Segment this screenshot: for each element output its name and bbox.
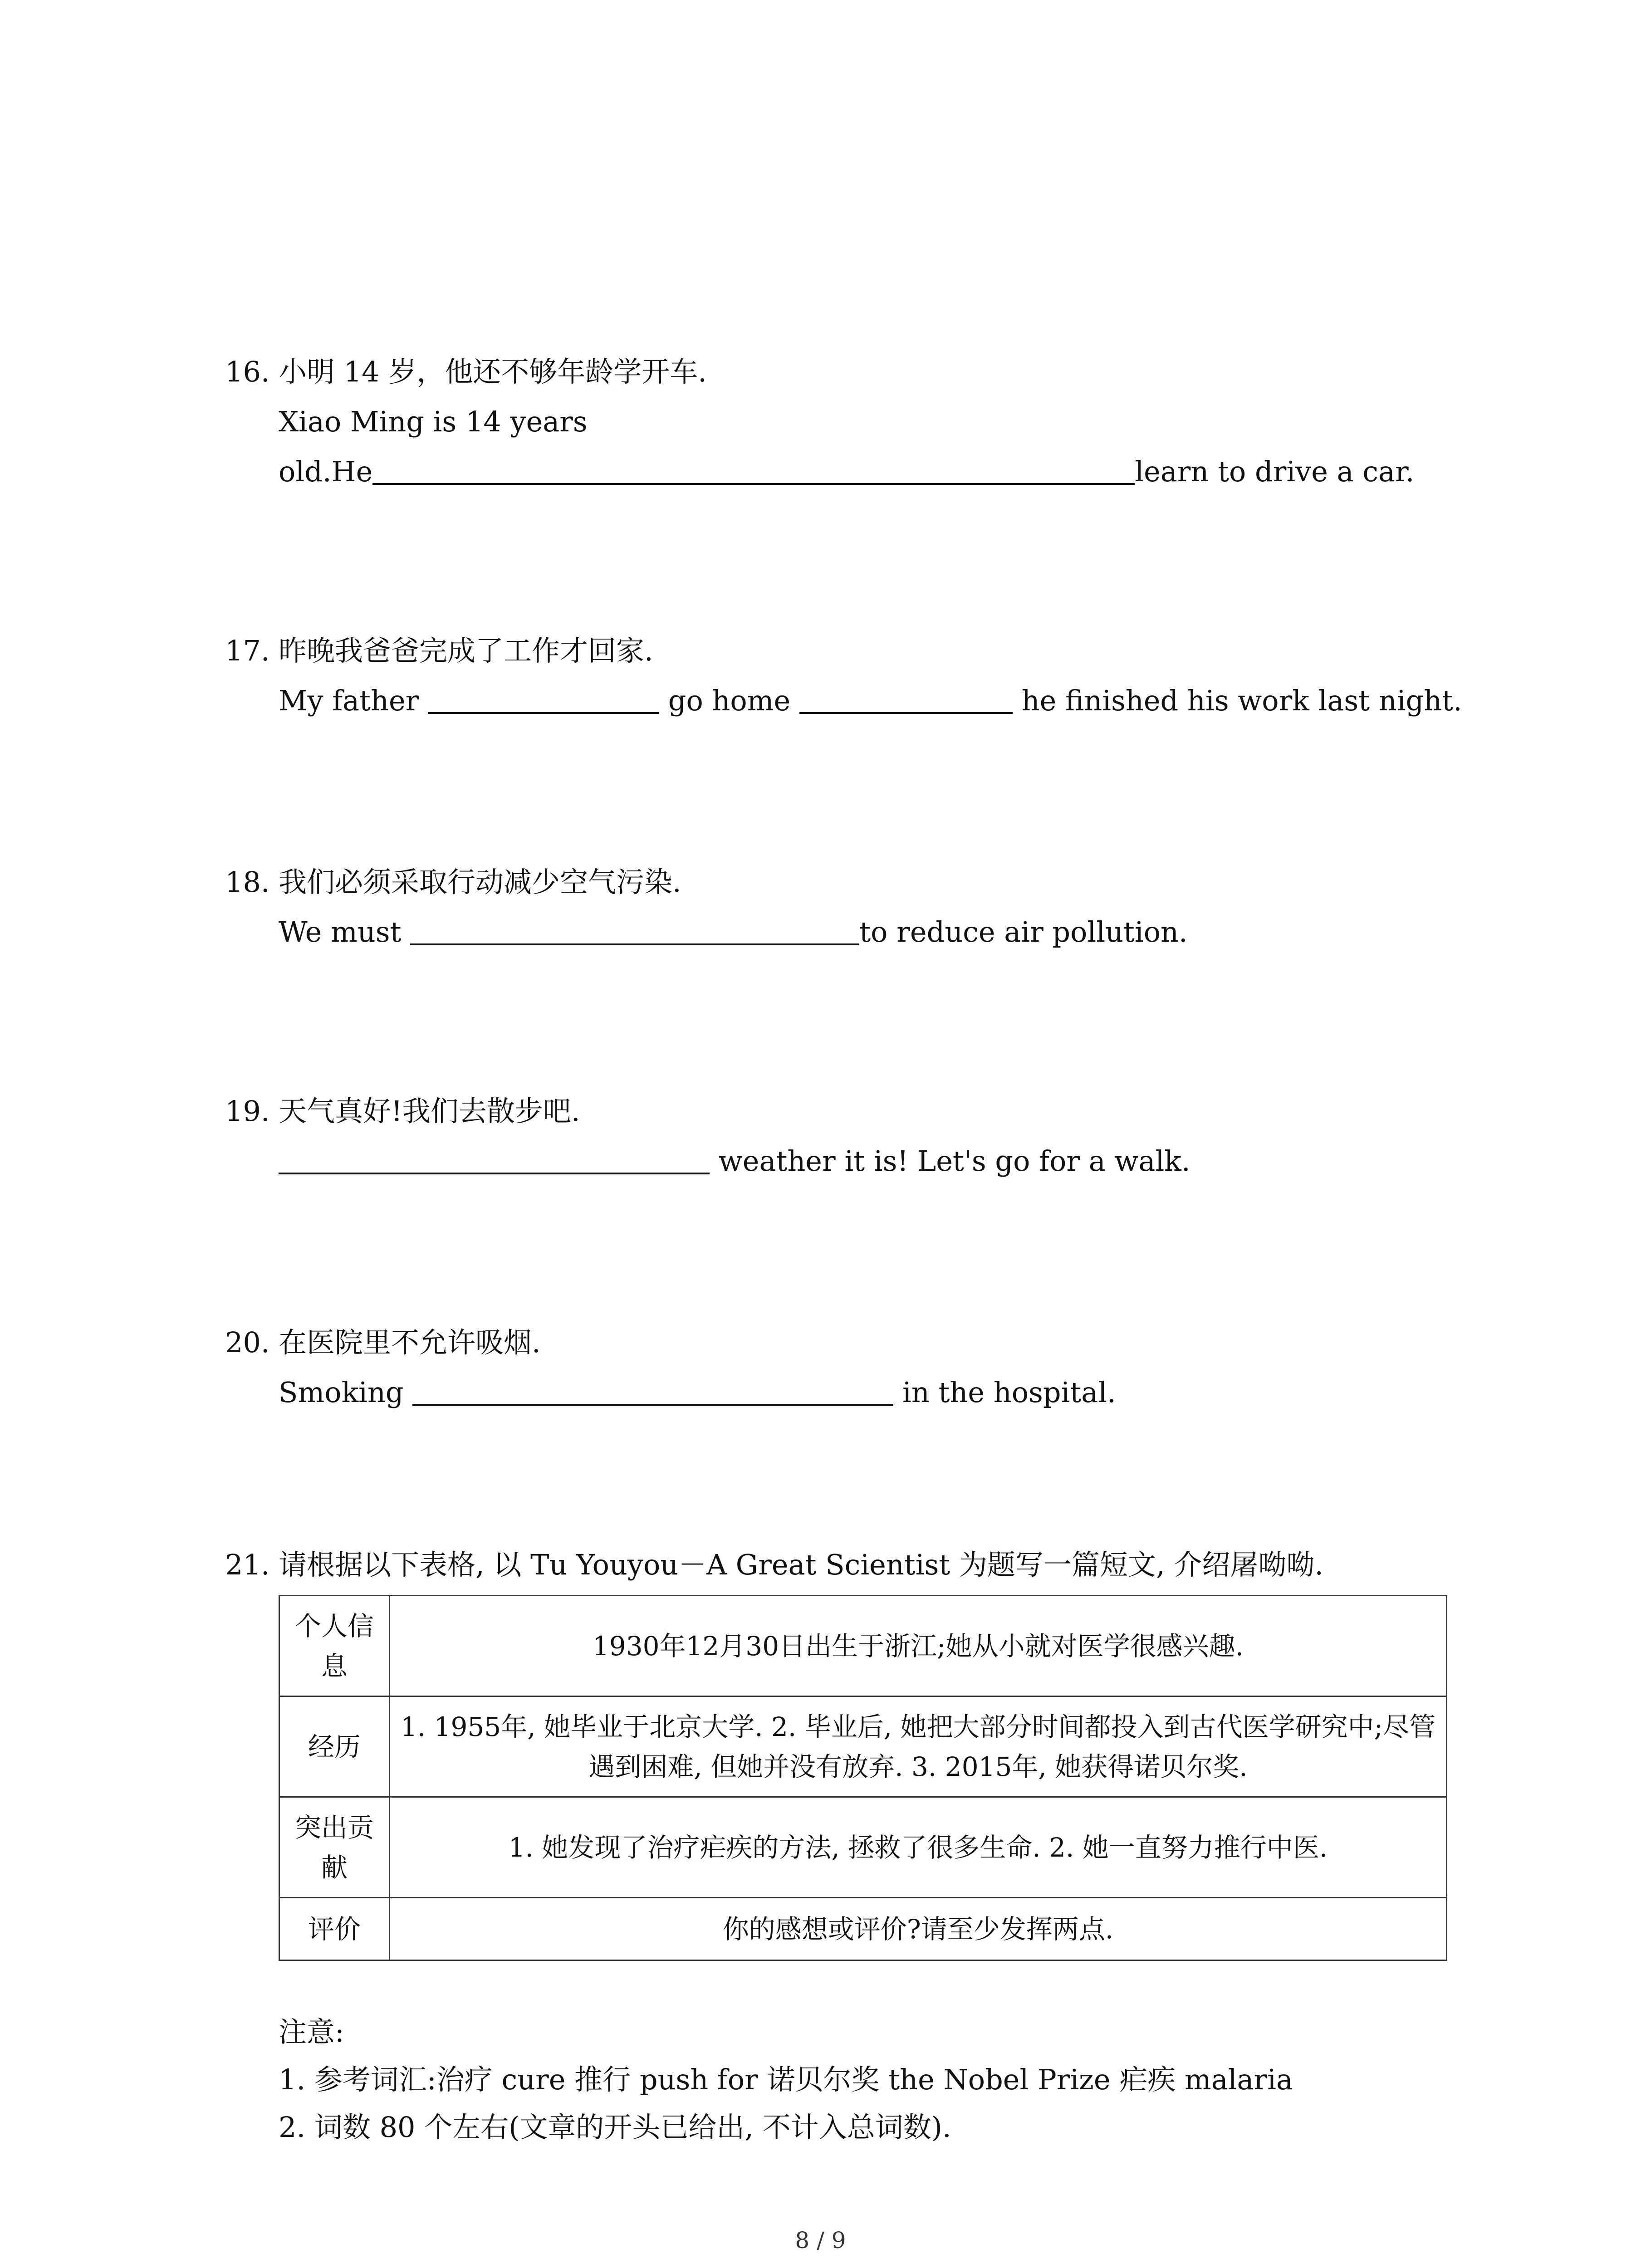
row-content: 1. 她发现了治疗疟疾的方法, 拯救了很多生命. 2. 她一直努力推行中医. [390,1797,1447,1898]
table-row [279,1696,1447,1797]
notes-item-2: 2. 词数 80 个左右(文章的开头已给出, 不计入总词数). [279,2111,951,2144]
question-number: 18. [225,865,270,899]
line-pre-text: Smoking [279,1376,404,1409]
table-row [279,1596,1447,1696]
line-mid-text: go home [668,684,791,717]
question-line [279,683,1462,719]
answer-blank[interactable] [410,916,859,945]
question-chinese: 请根据以下表格, 以 Tu Youyou－A Great Scientist 为题写一篇短文, 介绍屠呦呦. [279,1548,1324,1581]
line-pre-text: old.He [279,455,373,488]
question-number: 19. [225,1095,270,1128]
line-post-text: to reduce air pollution. [859,915,1188,948]
question-number: 16. [225,355,270,388]
page-number: 8 / 9 [795,2227,846,2253]
question-line [279,914,1188,950]
line-pre-text: We must [279,915,402,948]
row-content: 1. 1955年, 她毕业于北京大学. 2. 毕业后, 她把大部分时间都投入到古代医学研究中;尽管遇到困难, 但她并没有放弃. 3. 2015年, 她获得诺贝尔奖. [390,1696,1447,1797]
question-chinese: 小明 14 岁，他还不够年龄学开车. [279,355,707,388]
answer-blank[interactable] [412,1377,893,1406]
question-line-1: Xiao Ming is 14 years [279,405,588,438]
row-label: 经历 [279,1696,390,1797]
question-chinese: 在医院里不允许吸烟. [279,1326,541,1359]
question-line [279,1374,1116,1411]
table-row [279,1797,1447,1898]
question-number: 17. [225,634,270,667]
line-post-text: he finished his work last night. [1021,684,1462,717]
row-label: 评价 [279,1898,390,1960]
question-line [279,1143,1190,1179]
row-content: 你的感想或评价?请至少发挥两点. [390,1898,1447,1960]
question-chinese: 天气真好!我们去散步吧. [279,1095,580,1128]
question-chinese: 我们必须采取行动减少空气污染. [279,865,681,899]
line-pre-text: My father [279,684,419,717]
table-row [279,1898,1447,1960]
line-post-text: in the hospital. [902,1376,1116,1409]
question-chinese: 昨晚我爸爸完成了工作才回家. [279,634,653,667]
answer-blank[interactable] [279,1145,710,1174]
question-number: 21. [225,1548,270,1581]
answer-blank-2[interactable] [799,685,1013,714]
line-post-text: learn to drive a car. [1135,455,1415,488]
info-table [279,1595,1447,1961]
row-label: 个人信息 [279,1596,390,1696]
answer-blank-1[interactable] [428,685,659,714]
question-number: 20. [225,1326,270,1359]
row-label: 突出贡献 [279,1797,390,1898]
line-post-text: weather it is! Let's go for a walk. [718,1144,1190,1178]
notes-item-1: 1. 参考词汇:治疗 cure 推行 push for 诺贝尔奖 the Nobel Prize 疟疾 malaria [279,2063,1293,2096]
question-line-2 [279,454,1415,490]
notes-title: 注意: [279,2015,344,2048]
row-content: 1930年12月30日出生于浙江;她从小就对医学很感兴趣. [390,1596,1447,1696]
answer-blank[interactable] [372,456,1135,485]
